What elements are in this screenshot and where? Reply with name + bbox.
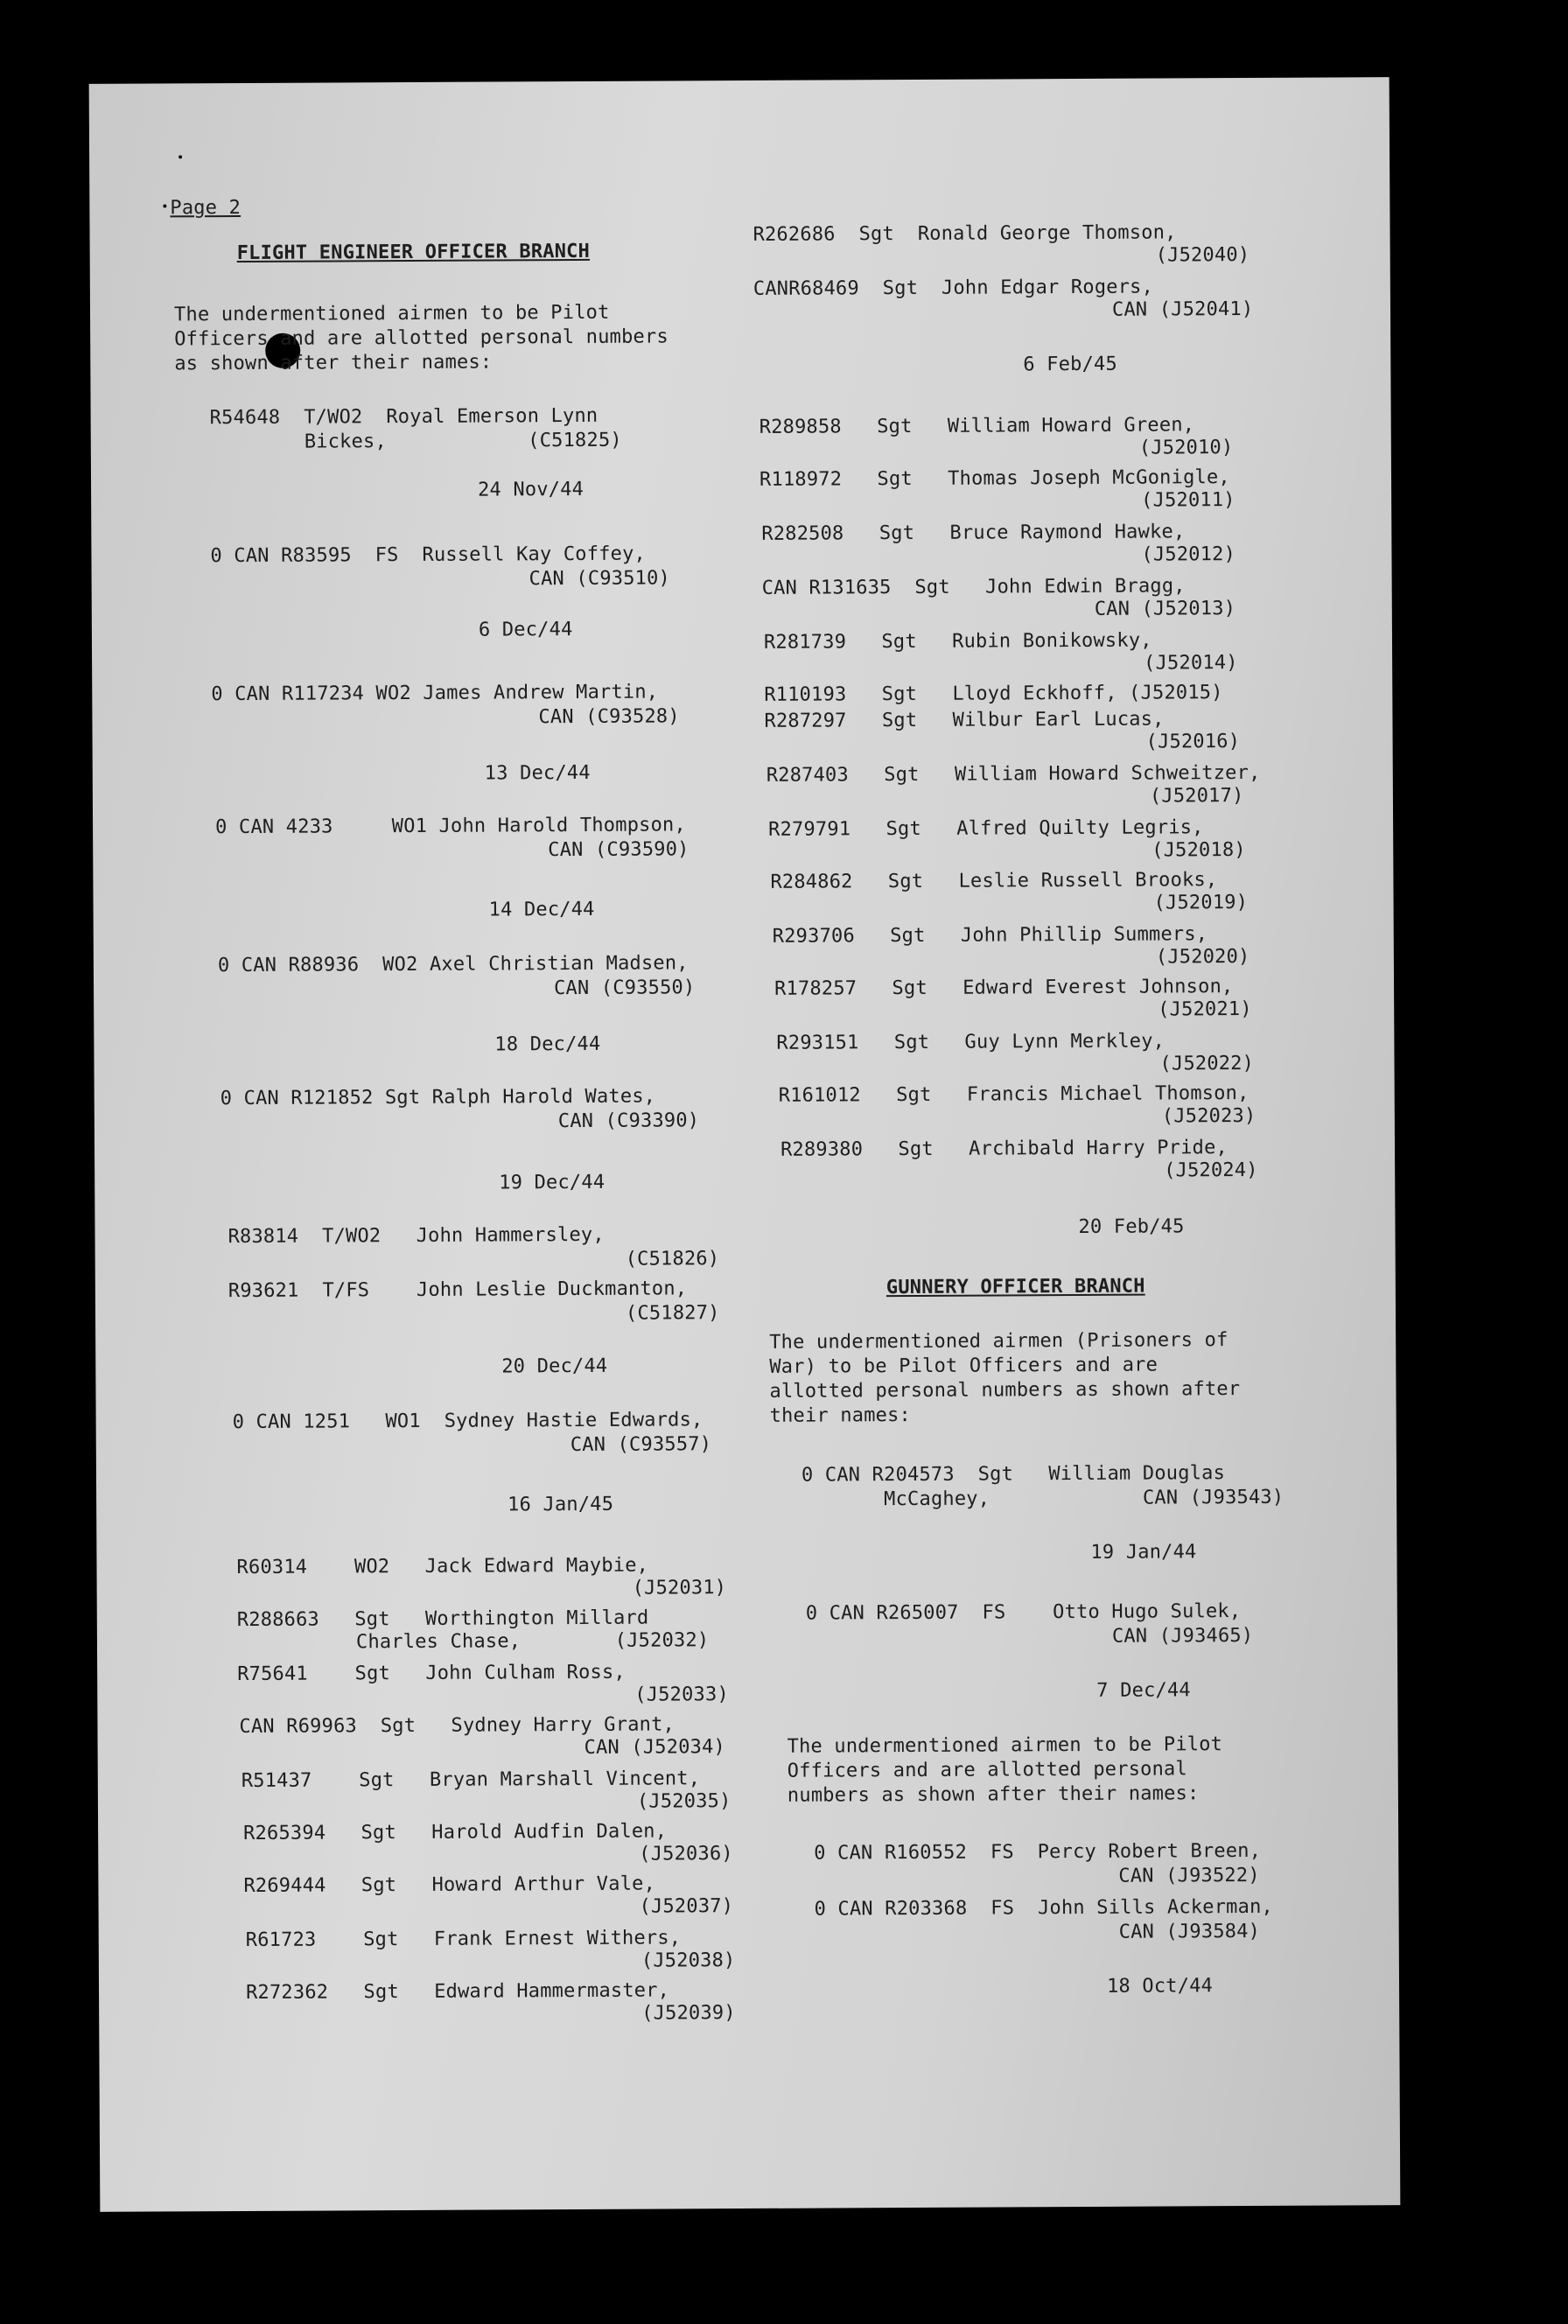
date-heading: 16 Jan/45 bbox=[508, 1493, 614, 1516]
entry-line: CAN R69963 Sgt Sydney Harry Grant, bbox=[239, 1713, 676, 1739]
entry-line: R289380 Sgt Archibald Harry Pride, bbox=[780, 1137, 1228, 1161]
intro-line: numbers as shown after their names: bbox=[787, 1782, 1200, 1807]
entry-line: CAN (J93522) bbox=[1118, 1864, 1260, 1887]
entry-line: CAN (J52041) bbox=[1111, 298, 1254, 321]
entry-line: 0 CAN R83595 FS Russell Kay Coffey, bbox=[210, 542, 647, 568]
entry-line: R110193 Sgt Lloyd Eckhoff, (J52015) bbox=[764, 682, 1223, 706]
entry-line: (J52036) bbox=[639, 1843, 733, 1866]
entry-line: (J52038) bbox=[640, 1950, 736, 1972]
entry-line: CAN (J52034) bbox=[584, 1736, 726, 1759]
entry-line: McCaghey, CAN (J93543) bbox=[884, 1486, 1284, 1511]
entry-line: CAN R131635 Sgt John Edwin Bragg, bbox=[761, 575, 1186, 599]
entry-line: (J52023) bbox=[1161, 1104, 1256, 1128]
entry-line: R288663 Sgt Worthington Millard bbox=[236, 1606, 649, 1632]
intro-line: The undermentioned airmen to be Pilot bbox=[787, 1733, 1223, 1758]
date-heading: 19 Dec/44 bbox=[499, 1171, 606, 1194]
gunnery-title: GUNNERY OFFICER BRANCH bbox=[886, 1275, 1145, 1299]
entry-line: R75641 Sgt John Culham Ross, bbox=[237, 1661, 626, 1686]
entry-line: (J52014) bbox=[1144, 652, 1238, 675]
entry-line: CAN (J93465) bbox=[1111, 1624, 1254, 1648]
entry-line: (J52024) bbox=[1164, 1158, 1258, 1182]
entry-line: (J52016) bbox=[1145, 731, 1241, 753]
entry-line: (J52011) bbox=[1141, 489, 1236, 512]
entry-line: 0 CAN R203368 FS John Sills Ackerman, bbox=[814, 1895, 1274, 1921]
entry-line: CAN (C93557) bbox=[570, 1433, 712, 1457]
entry-line: (J52012) bbox=[1141, 543, 1236, 566]
entry-line: R281739 Sgt Rubin Bonikowsky, bbox=[763, 629, 1152, 654]
entry-line: R262686 Sgt Ronald George Thomson, bbox=[752, 221, 1177, 246]
entry-line: R83814 T/WO2 John Hammersley, bbox=[228, 1223, 605, 1249]
entry-line: (C51826) bbox=[625, 1248, 720, 1270]
entry-line: Bickes, (C51825) bbox=[304, 429, 622, 453]
entry-line: 0 CAN 1251 WO1 Sydney Hastie Edwards, bbox=[232, 1409, 704, 1434]
intro-line: their names: bbox=[769, 1404, 912, 1427]
date-heading: 6 Dec/44 bbox=[478, 619, 573, 641]
intro-line: as shown after their names: bbox=[174, 351, 493, 375]
entry-line: R118972 Sgt Thomas Joseph McGonigle, bbox=[759, 466, 1230, 491]
entry-line: R61723 Sgt Frank Ernest Withers, bbox=[245, 1927, 682, 1951]
page-label: Page 2 bbox=[170, 197, 242, 220]
intro-line: The undermentioned airmen (Prisoners of bbox=[769, 1329, 1228, 1354]
entry-line: R284862 Sgt Leslie Russell Brooks, bbox=[770, 869, 1218, 893]
entry-line: (J52022) bbox=[1159, 1052, 1255, 1075]
date-heading: 20 Dec/44 bbox=[501, 1354, 608, 1378]
entry-line: (J52019) bbox=[1153, 891, 1249, 914]
entry-line: 0 CAN R121852 Sgt Ralph Harold Wates, bbox=[220, 1085, 656, 1110]
entry-line: R265394 Sgt Harold Audfin Dalen, bbox=[243, 1820, 668, 1845]
entry-line: Charles Chase, (J52032) bbox=[355, 1629, 710, 1654]
entry-line: R279791 Sgt Alfred Quilty Legris, bbox=[768, 816, 1204, 841]
entry-line: (C51827) bbox=[625, 1302, 720, 1325]
entry-line: 0 CAN 4233 WO1 John Harold Thompson, bbox=[215, 814, 686, 839]
intro-line: War) to be Pilot Officers and are bbox=[769, 1354, 1158, 1378]
date-heading: 7 Dec/44 bbox=[1096, 1679, 1191, 1702]
entry-line: (J52021) bbox=[1158, 998, 1252, 1021]
date-heading: 14 Dec/44 bbox=[488, 898, 595, 921]
entry-line: R178257 Sgt Edward Everest Johnson, bbox=[774, 976, 1234, 1000]
entry-line: 0 CAN R88936 WO2 Axel Christian Madsen, bbox=[217, 952, 689, 977]
document-page bbox=[89, 77, 1401, 2212]
entry-line: (J52033) bbox=[634, 1684, 729, 1706]
date-heading: 19 Jan/44 bbox=[1090, 1541, 1197, 1564]
entry-line: (J52010) bbox=[1138, 437, 1234, 459]
entry-line: R272362 Sgt Edward Hammermaster, bbox=[246, 1979, 670, 2004]
intro-line: The undermentioned airmen to be Pilot bbox=[173, 301, 610, 326]
entry-line: CAN (J52013) bbox=[1094, 598, 1236, 620]
date-heading: 18 Dec/44 bbox=[494, 1032, 601, 1056]
entry-line: (J52039) bbox=[641, 2002, 736, 2025]
entry-line: R287297 Sgt Wilbur Earl Lucas, bbox=[764, 708, 1165, 732]
entry-line: R60314 WO2 Jack Edward Maybie, bbox=[236, 1554, 649, 1579]
entry-line: CANR68469 Sgt John Edgar Rogers, bbox=[752, 276, 1154, 300]
paper-speck bbox=[163, 204, 166, 207]
entry-line: CAN (J93584) bbox=[1118, 1920, 1261, 1943]
intro-line: Officers and are allotted personal numbers bbox=[174, 326, 668, 351]
entry-line: (J52018) bbox=[1152, 838, 1246, 862]
entry-line: R269444 Sgt Howard Arthur Vale, bbox=[243, 1872, 656, 1898]
entry-line: 0 CAN R265007 FS Otto Hugo Sulek, bbox=[805, 1600, 1242, 1625]
entry-line: R293151 Sgt Guy Lynn Merkley, bbox=[776, 1030, 1166, 1054]
entry-line: R51437 Sgt Bryan Marshall Vincent, bbox=[241, 1768, 701, 1793]
date-heading: 18 Oct/44 bbox=[1106, 1975, 1214, 1998]
entry-line: R282508 Sgt Bruce Raymond Hawke, bbox=[761, 521, 1186, 545]
entry-line: CAN (C93390) bbox=[557, 1110, 700, 1133]
entry-line: R289858 Sgt William Howard Green, bbox=[759, 414, 1195, 438]
entry-line: CAN (C93590) bbox=[548, 838, 690, 862]
date-heading: 6 Feb/45 bbox=[1023, 353, 1117, 376]
flight-engineer-title: FLIGHT ENGINEER OFFICER BRANCH bbox=[236, 240, 591, 265]
date-heading: 13 Dec/44 bbox=[484, 761, 591, 785]
entry-line: R287403 Sgt William Howard Schweitzer, bbox=[766, 761, 1261, 787]
entry-line: 0 CAN R204573 Sgt William Douglas bbox=[801, 1462, 1226, 1487]
entry-line: CAN (C93528) bbox=[538, 705, 680, 729]
entry-line: (J52020) bbox=[1155, 945, 1250, 969]
entry-line: CAN (C93550) bbox=[553, 976, 696, 1000]
entry-line: 0 CAN R160552 FS Percy Robert Breen, bbox=[814, 1839, 1262, 1865]
entry-line: 0 CAN R117234 WO2 James Andrew Martin, bbox=[211, 681, 659, 706]
paper-speck bbox=[178, 155, 182, 158]
entry-line: R293706 Sgt John Phillip Summers, bbox=[772, 923, 1208, 948]
entry-line: R93621 T/FS John Leslie Duckmanton, bbox=[228, 1278, 688, 1303]
entry-line: R54648 T/WO2 Royal Emerson Lynn bbox=[209, 404, 598, 430]
entry-line: (J52037) bbox=[639, 1895, 734, 1918]
intro-line: Officers and are allotted personal bbox=[787, 1758, 1187, 1782]
entry-line: R161012 Sgt Francis Michael Thomson, bbox=[778, 1082, 1250, 1107]
entry-line: CAN (C93510) bbox=[528, 567, 671, 591]
date-heading: 24 Nov/44 bbox=[478, 478, 584, 501]
entry-line: (J52040) bbox=[1155, 243, 1250, 267]
entry-line: (J52035) bbox=[636, 1790, 732, 1813]
entry-line: (J52017) bbox=[1149, 785, 1244, 808]
intro-line: allotted personal numbers as shown after bbox=[769, 1378, 1241, 1403]
date-heading: 20 Feb/45 bbox=[1078, 1215, 1185, 1239]
entry-line: (J52031) bbox=[632, 1577, 727, 1600]
